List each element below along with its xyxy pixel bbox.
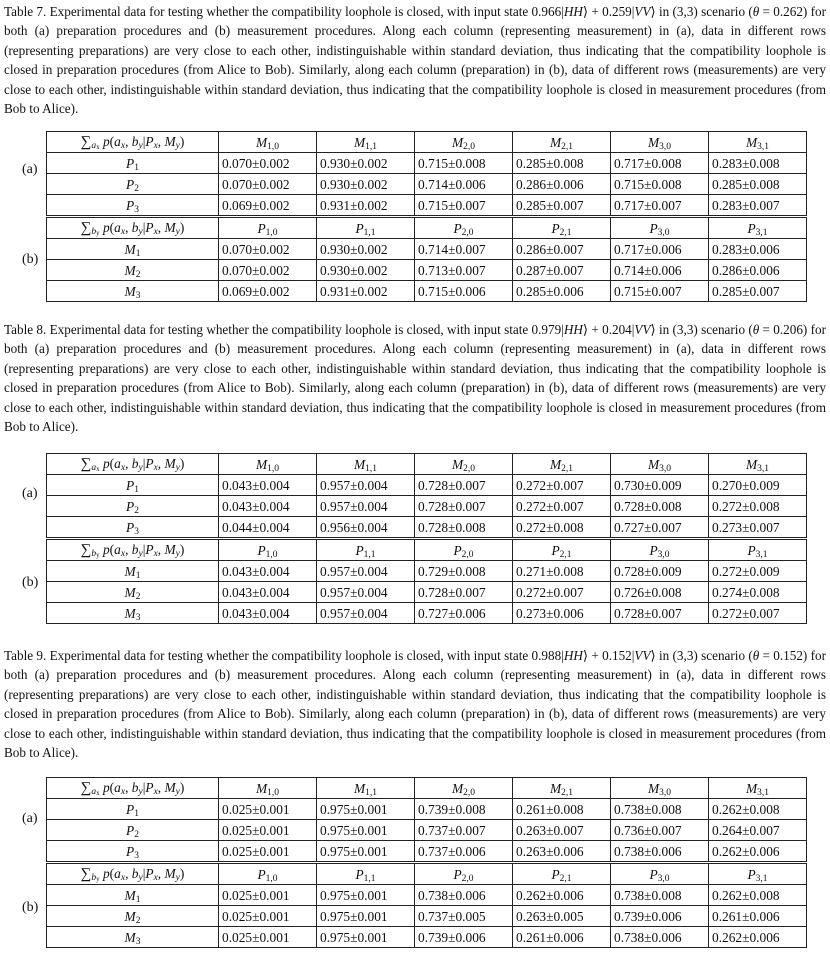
row-label: $M_2$ xyxy=(47,906,219,927)
column-header: $P_{2,0}$ xyxy=(415,863,513,885)
table-header-row xyxy=(47,539,807,561)
table-caption xyxy=(3,646,827,762)
value-cell: 0.261±0.006 xyxy=(513,927,611,948)
value-cell: 0.285±0.007 xyxy=(709,281,807,302)
value-cell: 0.285±0.006 xyxy=(513,281,611,302)
table-row xyxy=(47,281,807,302)
value-cell: 0.727±0.007 xyxy=(611,517,709,539)
table-row xyxy=(47,799,807,820)
row-label: $M_1$ xyxy=(47,561,219,582)
value-cell: 0.717±0.008 xyxy=(611,153,709,174)
value-cell: 0.714±0.006 xyxy=(415,174,513,195)
column-header: $P_{1,1}$ xyxy=(317,217,415,239)
value-cell: 0.286±0.006 xyxy=(513,174,611,195)
table-header-row xyxy=(47,778,807,799)
column-header: $P_{3,0}$ xyxy=(611,863,709,885)
value-cell: 0.728±0.007 xyxy=(415,475,513,496)
value-cell: 0.737±0.006 xyxy=(415,841,513,863)
column-header: $M_{1,1}$ xyxy=(317,132,415,153)
column-header: $P_{1,0}$ xyxy=(219,863,317,885)
sum-header-cell: $\sum_{b_y}$ $p(a_x$, $b_y|P_x$, $M_y$) xyxy=(47,863,219,885)
column-header: $P_{2,0}$ xyxy=(415,217,513,239)
value-cell: 0.957±0.004 xyxy=(317,496,415,517)
value-cell: 0.739±0.006 xyxy=(611,906,709,927)
value-cell: 0.283±0.006 xyxy=(709,239,807,260)
column-header: $M_{2,0}$ xyxy=(415,778,513,799)
part-b-label: (b) xyxy=(22,575,39,590)
value-cell: 0.043±0.004 xyxy=(219,475,317,496)
value-cell: 0.025±0.001 xyxy=(219,885,317,906)
value-cell: 0.272±0.007 xyxy=(513,475,611,496)
results-table xyxy=(46,453,807,624)
column-header: $P_{1,1}$ xyxy=(317,539,415,561)
value-cell: 0.729±0.008 xyxy=(415,561,513,582)
column-header: $P_{1,0}$ xyxy=(219,539,317,561)
table-row xyxy=(47,517,807,539)
row-label: $P_2$ xyxy=(47,174,219,195)
value-cell: 0.728±0.009 xyxy=(611,561,709,582)
column-header: $M_{1,1}$ xyxy=(317,778,415,799)
results-table xyxy=(46,131,807,302)
value-cell: 0.272±0.008 xyxy=(709,496,807,517)
column-header: $M_{2,1}$ xyxy=(513,778,611,799)
value-cell: 0.715±0.007 xyxy=(611,281,709,302)
value-cell: 0.262±0.008 xyxy=(709,885,807,906)
table-row xyxy=(47,195,807,217)
row-label: $M_1$ xyxy=(47,239,219,260)
value-cell: 0.285±0.007 xyxy=(513,195,611,217)
value-cell: 0.272±0.008 xyxy=(513,517,611,539)
value-cell: 0.043±0.004 xyxy=(219,561,317,582)
value-cell: 0.975±0.001 xyxy=(317,927,415,948)
value-cell: 0.739±0.008 xyxy=(415,799,513,820)
table-row xyxy=(47,239,807,260)
value-cell: 0.975±0.001 xyxy=(317,820,415,841)
column-header: $M_{1,0}$ xyxy=(219,778,317,799)
value-cell: 0.728±0.007 xyxy=(415,582,513,603)
value-cell: 0.715±0.007 xyxy=(415,195,513,217)
value-cell: 0.957±0.004 xyxy=(317,603,415,624)
column-header: $P_{3,1}$ xyxy=(709,217,807,239)
value-cell: 0.728±0.008 xyxy=(415,517,513,539)
value-cell: 0.738±0.006 xyxy=(415,885,513,906)
results-table xyxy=(46,777,807,948)
part-b-label: (b) xyxy=(22,252,39,267)
caption-text: Table 9. Experimental data for testing whether the compatibility loophole is closed, with input state 0.988|HH⟩ + 0.152|VV⟩ in (3,3) scenario (θ = 0.152) for both (a) preparation procedures and (b) measurement procedures. Along each column (representing measurement) in (a), data in different rows (representing preparations) are very close to each other, indistinguishable within standard deviation, thus indicating that the compatibility loophole is closed in preparation procedures (from Alice to Bob). Similarly, along each column (preparation) in (b), data of different rows (measurements) are very close to each other, indistinguishable within standard deviation, thus indicating that the compatibility loophole is closed in measurement procedures (from Bob to Alice). xyxy=(4,648,826,761)
table-row xyxy=(47,475,807,496)
value-cell: 0.975±0.001 xyxy=(317,799,415,820)
value-cell: 0.975±0.001 xyxy=(317,841,415,863)
value-cell: 0.717±0.007 xyxy=(611,195,709,217)
table-row xyxy=(47,561,807,582)
row-label: $P_1$ xyxy=(47,153,219,174)
value-cell: 0.930±0.002 xyxy=(317,174,415,195)
row-label: $M_3$ xyxy=(47,927,219,948)
value-cell: 0.714±0.007 xyxy=(415,239,513,260)
column-header: $P_{2,1}$ xyxy=(513,217,611,239)
value-cell: 0.263±0.005 xyxy=(513,906,611,927)
row-label: $P_1$ xyxy=(47,799,219,820)
column-header: $M_{2,1}$ xyxy=(513,132,611,153)
value-cell: 0.957±0.004 xyxy=(317,582,415,603)
caption-text: Table 7. Experimental data for testing whether the compatibility loophole is closed, with input state 0.966|HH⟩ + 0.259|VV⟩ in (3,3) scenario (θ = 0.262) for both (a) preparation procedures and (b) measurement procedures. Along each column (representing measurement) in (a), data in different rows (representing preparations) are very close to each other, indistinguishable within standard deviation, thus indicating that the compatibility loophole is closed in preparation procedures (from Alice to Bob). Similarly, along each column (preparation) in (b), data of different rows (measurements) are very close to each other, indistinguishable within standard deviation, thus indicating that the compatibility loophole is closed in measurement procedures (from Bob to Alice). xyxy=(4,4,826,117)
sum-header-cell: $\sum_{b_y}$ $p(a_x$, $b_y|P_x$, $M_y$) xyxy=(47,539,219,561)
value-cell: 0.070±0.002 xyxy=(219,174,317,195)
value-cell: 0.262±0.008 xyxy=(709,799,807,820)
table-row xyxy=(47,174,807,195)
value-cell: 0.286±0.006 xyxy=(709,260,807,281)
column-header: $M_{3,1}$ xyxy=(709,454,807,475)
table-row xyxy=(47,927,807,948)
table-row xyxy=(47,496,807,517)
value-cell: 0.728±0.008 xyxy=(611,496,709,517)
value-cell: 0.025±0.001 xyxy=(219,820,317,841)
part-b-label: (b) xyxy=(22,900,39,915)
value-cell: 0.272±0.009 xyxy=(709,561,807,582)
column-header: $P_{2,1}$ xyxy=(513,863,611,885)
value-cell: 0.264±0.007 xyxy=(709,820,807,841)
column-header: $M_{2,0}$ xyxy=(415,132,513,153)
value-cell: 0.930±0.002 xyxy=(317,239,415,260)
value-cell: 0.025±0.001 xyxy=(219,799,317,820)
part-a-label: (a) xyxy=(22,486,38,501)
table-row xyxy=(47,906,807,927)
part-a-label: (a) xyxy=(22,162,38,177)
table-row xyxy=(47,885,807,906)
value-cell: 0.931±0.002 xyxy=(317,195,415,217)
column-header: $P_{3,1}$ xyxy=(709,863,807,885)
value-cell: 0.272±0.007 xyxy=(513,496,611,517)
value-cell: 0.738±0.008 xyxy=(611,799,709,820)
row-label: $P_3$ xyxy=(47,195,219,217)
column-header: $M_{3,0}$ xyxy=(611,132,709,153)
value-cell: 0.263±0.007 xyxy=(513,820,611,841)
value-cell: 0.283±0.007 xyxy=(709,195,807,217)
row-label: $M_1$ xyxy=(47,885,219,906)
value-cell: 0.728±0.007 xyxy=(611,603,709,624)
row-label: $P_3$ xyxy=(47,841,219,863)
value-cell: 0.730±0.009 xyxy=(611,475,709,496)
value-cell: 0.272±0.007 xyxy=(709,603,807,624)
value-cell: 0.286±0.007 xyxy=(513,239,611,260)
value-cell: 0.975±0.001 xyxy=(317,885,415,906)
row-label: $M_3$ xyxy=(47,281,219,302)
value-cell: 0.273±0.007 xyxy=(709,517,807,539)
sum-header-cell: $\sum_{a_x}$ $p(a_x$, $b_y|P_x$, $M_y$) xyxy=(47,132,219,153)
value-cell: 0.070±0.002 xyxy=(219,153,317,174)
column-header: $P_{3,0}$ xyxy=(611,217,709,239)
value-cell: 0.957±0.004 xyxy=(317,561,415,582)
value-cell: 0.283±0.008 xyxy=(709,153,807,174)
caption-text: Table 8. Experimental data for testing whether the compatibility loophole is closed, with input state 0.979|HH⟩ + 0.204|VV⟩ in (3,3) scenario (θ = 0.206) for both (a) preparation procedures and (b) measurement procedures. Along each column (representing measurement) in (a), data in different rows (representing preparations) are very close to each other, indistinguishable within standard deviation, thus indicating that the compatibility loophole is closed in preparation procedures (from Alice to Bob). Similarly, along each column (preparation) in (b), data of different rows (measurements) are very close to each other, indistinguishable within standard deviation, thus indicating that the compatibility loophole is closed in measurement procedures (from Bob to Alice). xyxy=(4,322,826,435)
value-cell: 0.262±0.006 xyxy=(513,885,611,906)
value-cell: 0.069±0.002 xyxy=(219,195,317,217)
value-cell: 0.025±0.001 xyxy=(219,906,317,927)
value-cell: 0.262±0.006 xyxy=(709,841,807,863)
value-cell: 0.715±0.006 xyxy=(415,281,513,302)
value-cell: 0.070±0.002 xyxy=(219,260,317,281)
column-header: $M_{2,1}$ xyxy=(513,454,611,475)
value-cell: 0.069±0.002 xyxy=(219,281,317,302)
value-cell: 0.070±0.002 xyxy=(219,239,317,260)
value-cell: 0.285±0.008 xyxy=(513,153,611,174)
value-cell: 0.714±0.006 xyxy=(611,260,709,281)
column-header: $P_{3,0}$ xyxy=(611,539,709,561)
column-header: $M_{1,0}$ xyxy=(219,132,317,153)
row-label: $P_2$ xyxy=(47,820,219,841)
table-caption xyxy=(3,2,827,118)
row-label: $P_3$ xyxy=(47,517,219,539)
column-header: $M_{1,1}$ xyxy=(317,454,415,475)
table-row xyxy=(47,582,807,603)
sum-header-cell: $\sum_{b_y}$ $p(a_x$, $b_y|P_x$, $M_y$) xyxy=(47,217,219,239)
value-cell: 0.270±0.009 xyxy=(709,475,807,496)
sum-header-cell: $\sum_{a_x}$ $p(a_x$, $b_y|P_x$, $M_y$) xyxy=(47,454,219,475)
sum-header-cell: $\sum_{a_x}$ $p(a_x$, $b_y|P_x$, $M_y$) xyxy=(47,778,219,799)
table-row xyxy=(47,153,807,174)
value-cell: 0.726±0.008 xyxy=(611,582,709,603)
value-cell: 0.728±0.007 xyxy=(415,496,513,517)
value-cell: 0.717±0.006 xyxy=(611,239,709,260)
value-cell: 0.739±0.006 xyxy=(415,927,513,948)
value-cell: 0.261±0.006 xyxy=(709,906,807,927)
value-cell: 0.274±0.008 xyxy=(709,582,807,603)
table-row xyxy=(47,603,807,624)
column-header: $P_{1,0}$ xyxy=(219,217,317,239)
row-label: $M_3$ xyxy=(47,603,219,624)
column-header: $M_{3,0}$ xyxy=(611,778,709,799)
value-cell: 0.043±0.004 xyxy=(219,603,317,624)
value-cell: 0.930±0.002 xyxy=(317,260,415,281)
value-cell: 0.043±0.004 xyxy=(219,496,317,517)
column-header: $P_{2,0}$ xyxy=(415,539,513,561)
value-cell: 0.261±0.008 xyxy=(513,799,611,820)
value-cell: 0.272±0.007 xyxy=(513,582,611,603)
value-cell: 0.044±0.004 xyxy=(219,517,317,539)
value-cell: 0.287±0.007 xyxy=(513,260,611,281)
value-cell: 0.930±0.002 xyxy=(317,153,415,174)
value-cell: 0.285±0.008 xyxy=(709,174,807,195)
value-cell: 0.263±0.006 xyxy=(513,841,611,863)
value-cell: 0.273±0.006 xyxy=(513,603,611,624)
value-cell: 0.738±0.006 xyxy=(611,841,709,863)
column-header: $M_{1,0}$ xyxy=(219,454,317,475)
column-header: $M_{2,0}$ xyxy=(415,454,513,475)
value-cell: 0.025±0.001 xyxy=(219,927,317,948)
table-header-row xyxy=(47,132,807,153)
value-cell: 0.736±0.007 xyxy=(611,820,709,841)
column-header: $P_{3,1}$ xyxy=(709,539,807,561)
part-a-label: (a) xyxy=(22,811,38,826)
value-cell: 0.262±0.006 xyxy=(709,927,807,948)
value-cell: 0.956±0.004 xyxy=(317,517,415,539)
value-cell: 0.025±0.001 xyxy=(219,841,317,863)
row-label: $P_1$ xyxy=(47,475,219,496)
value-cell: 0.931±0.002 xyxy=(317,281,415,302)
value-cell: 0.957±0.004 xyxy=(317,475,415,496)
row-label: $M_2$ xyxy=(47,260,219,281)
column-header: $P_{2,1}$ xyxy=(513,539,611,561)
value-cell: 0.271±0.008 xyxy=(513,561,611,582)
value-cell: 0.715±0.008 xyxy=(415,153,513,174)
table-header-row xyxy=(47,217,807,239)
value-cell: 0.715±0.008 xyxy=(611,174,709,195)
column-header: $M_{3,0}$ xyxy=(611,454,709,475)
value-cell: 0.975±0.001 xyxy=(317,906,415,927)
column-header: $P_{1,1}$ xyxy=(317,863,415,885)
row-label: $M_2$ xyxy=(47,582,219,603)
value-cell: 0.738±0.006 xyxy=(611,927,709,948)
table-caption xyxy=(3,320,827,436)
table-header-row xyxy=(47,863,807,885)
table-row xyxy=(47,260,807,281)
value-cell: 0.713±0.007 xyxy=(415,260,513,281)
value-cell: 0.738±0.008 xyxy=(611,885,709,906)
column-header: $M_{3,1}$ xyxy=(709,778,807,799)
value-cell: 0.737±0.007 xyxy=(415,820,513,841)
column-header: $M_{3,1}$ xyxy=(709,132,807,153)
value-cell: 0.737±0.005 xyxy=(415,906,513,927)
table-header-row xyxy=(47,454,807,475)
table-row xyxy=(47,820,807,841)
table-row xyxy=(47,841,807,863)
value-cell: 0.043±0.004 xyxy=(219,582,317,603)
row-label: $P_2$ xyxy=(47,496,219,517)
value-cell: 0.727±0.006 xyxy=(415,603,513,624)
